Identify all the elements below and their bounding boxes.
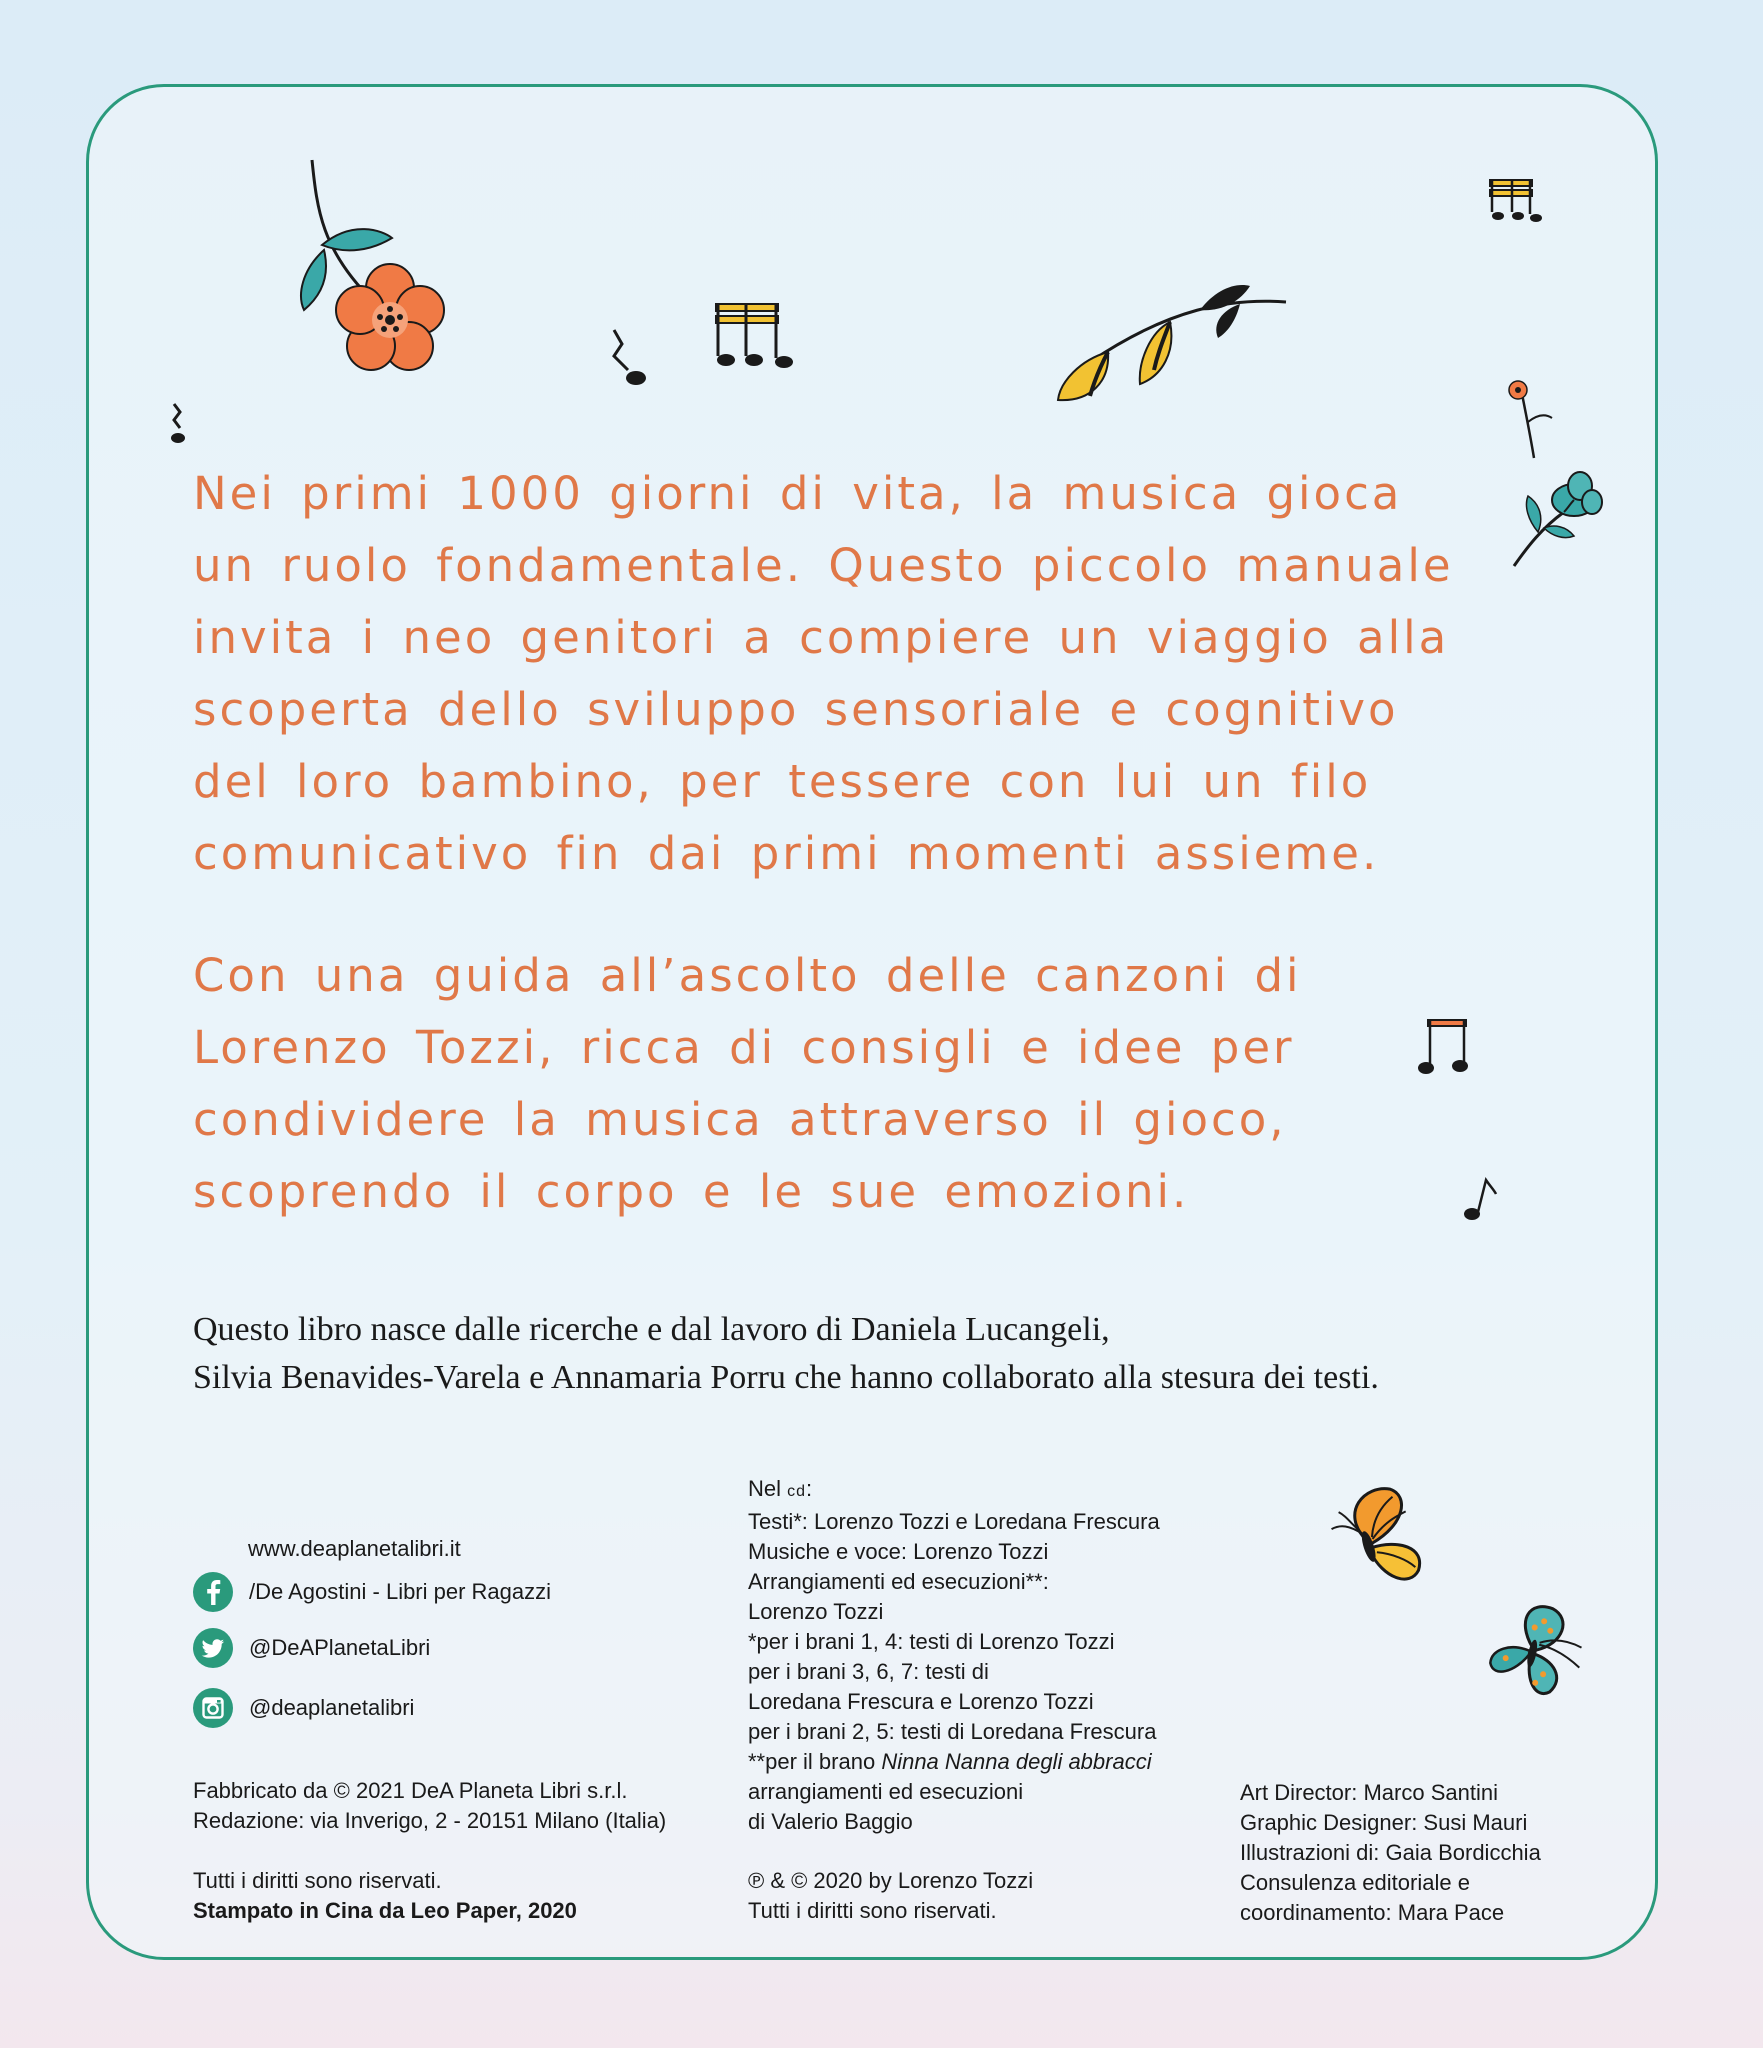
- music-note-icon: [606, 326, 656, 390]
- staff-line: Consulenza editoriale e: [1240, 1870, 1470, 1895]
- intro-line: scoperta dello sviluppo sensoriale e cognitivo: [193, 683, 1399, 736]
- intro-line: Nei primi 1000 giorni di vita, la musica gioca: [193, 467, 1403, 520]
- cd-heading-suffix: :: [806, 1476, 813, 1501]
- cd-brano-line: [748, 1747, 1160, 1777]
- guide-paragraph: [193, 940, 1302, 1228]
- credits-statement: [193, 1306, 1379, 1402]
- cd-brano-title: Ninna Nanna degli abbracci: [881, 1749, 1152, 1774]
- facebook-link[interactable]: [193, 1572, 551, 1612]
- intro-paragraph: [193, 458, 1454, 890]
- cd-copyright: [748, 1866, 1033, 1926]
- cd-line: per i brani 2, 5: testi di Loredana Frescura: [748, 1719, 1157, 1744]
- printed-text: Stampato in Cina da Leo Paper, 2020: [193, 1898, 577, 1923]
- butterfly-icon: [1310, 1484, 1430, 1604]
- instagram-icon: [193, 1688, 233, 1728]
- instagram-link[interactable]: [193, 1688, 414, 1728]
- music-note-icon: [1460, 1176, 1500, 1224]
- staff-line: Art Director: Marco Santini: [1240, 1780, 1498, 1805]
- guide-line: condividere la musica attraverso il gioco,: [193, 1093, 1287, 1146]
- facebook-icon: [193, 1572, 233, 1612]
- twitter-link[interactable]: [193, 1628, 430, 1668]
- staff-line: Graphic Designer: Susi Mauri: [1240, 1810, 1528, 1835]
- cd-brano-prefix: **per il brano: [748, 1749, 882, 1774]
- staff-line: Illustrazioni di: Gaia Bordicchia: [1240, 1840, 1541, 1865]
- website-link[interactable]: [248, 1534, 461, 1564]
- website-text: www.deaplanetalibri.it: [248, 1536, 461, 1561]
- cd-line: di Valerio Baggio: [748, 1809, 913, 1834]
- credits-line: Silvia Benavides-Varela e Annamaria Porru che hanno collaborato alla stesura dei testi.: [193, 1359, 1379, 1396]
- butterfly-icon: [1480, 1598, 1590, 1702]
- publisher-rights: [193, 1866, 577, 1926]
- cd-line: Musiche e voce: Lorenzo Tozzi: [748, 1539, 1049, 1564]
- intro-line: invita i neo genitori a compiere un viaggio alla: [193, 611, 1450, 664]
- guide-line: scoprendo il corpo e le sue emozioni.: [193, 1165, 1190, 1218]
- cd-line: per i brani 3, 6, 7: testi di: [748, 1659, 989, 1684]
- rights-text: Tutti i diritti sono riservati.: [193, 1868, 442, 1893]
- flower-icon: [282, 150, 462, 390]
- music-note-icon: [168, 400, 192, 448]
- cd-credits: [748, 1474, 1160, 1837]
- flower-icon: [1500, 374, 1560, 464]
- intro-line: comunicativo fin dai primi momenti assieme.: [193, 827, 1380, 880]
- music-note-icon: [1416, 1016, 1480, 1080]
- publisher-line: Redazione: via Inverigo, 2 - 20151 Milano (Italia): [193, 1808, 667, 1833]
- intro-line: un ruolo fondamentale. Questo piccolo manuale: [193, 539, 1454, 592]
- cd-line: Loredana Frescura e Lorenzo Tozzi: [748, 1689, 1094, 1714]
- music-note-icon: [1486, 176, 1558, 224]
- cd-heading: [748, 1474, 1160, 1507]
- cd-heading-prefix: Nel: [748, 1476, 788, 1501]
- cd-line: arrangiamenti ed esecuzioni: [748, 1779, 1024, 1804]
- staff-credits: [1240, 1778, 1541, 1928]
- facebook-text: /De Agostini - Libri per Ragazzi: [249, 1579, 552, 1604]
- instagram-text: @deaplanetalibri: [249, 1695, 415, 1720]
- cd-line: Testi*: Lorenzo Tozzi e Loredana Frescura: [748, 1509, 1160, 1534]
- publisher-line: Fabbricato da © 2021 DeA Planeta Libri s.r.l.: [193, 1778, 628, 1803]
- guide-line: Lorenzo Tozzi, ricca di consigli e idee per: [193, 1021, 1295, 1074]
- cd-copyright-text: ℗ & © 2020 by Lorenzo Tozzi: [748, 1868, 1034, 1893]
- cd-rights-text: Tutti i diritti sono riservati.: [748, 1898, 997, 1923]
- branch-icon: [1050, 272, 1290, 412]
- intro-line: del loro bambino, per tessere con lui un filo: [193, 755, 1372, 808]
- flower-icon: [1508, 466, 1604, 570]
- cd-line: *per i brani 1, 4: testi di Lorenzo Tozzi: [748, 1629, 1115, 1654]
- guide-line: Con una guida all’ascolto delle canzoni di: [193, 949, 1302, 1002]
- credits-line: Questo libro nasce dalle ricerche e dal lavoro di Daniela Lucangeli,: [193, 1311, 1110, 1348]
- twitter-text: @DeAPlanetaLibri: [249, 1635, 431, 1660]
- staff-line: coordinamento: Mara Pace: [1240, 1900, 1505, 1925]
- music-note-icon: [710, 300, 810, 374]
- publisher-info: [193, 1776, 666, 1836]
- cd-line: Arrangiamenti ed esecuzioni**:: [748, 1569, 1049, 1594]
- cd-line: Lorenzo Tozzi: [748, 1599, 884, 1624]
- twitter-icon: [193, 1628, 233, 1668]
- cd-heading-cd: cd: [787, 1483, 807, 1500]
